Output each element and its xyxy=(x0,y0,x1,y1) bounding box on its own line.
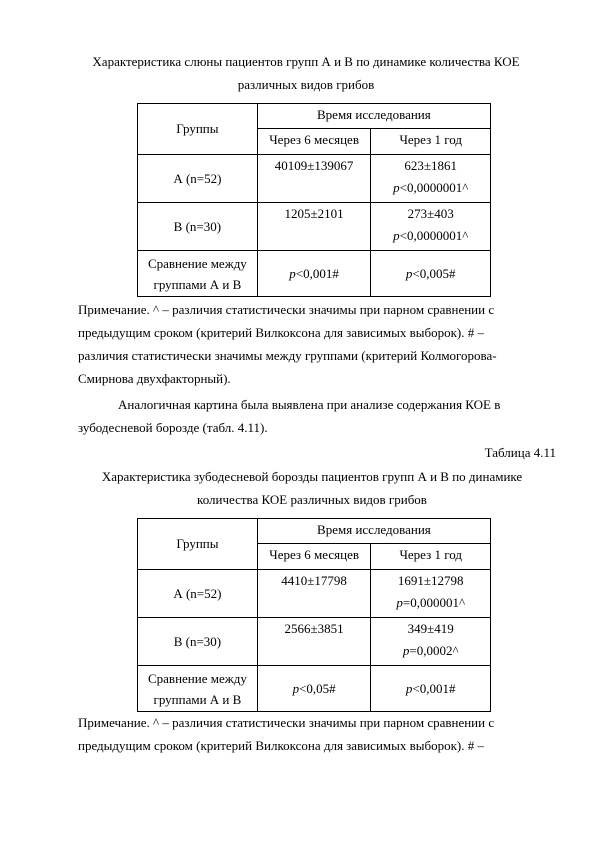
table-row xyxy=(138,666,491,712)
paragraph-line2: зубодесневой борозде (табл. 4.11). xyxy=(78,420,268,435)
table2-group-b: В (n=30) xyxy=(138,618,258,666)
table1-header-time: Время исследования xyxy=(257,104,490,129)
table2-header-groups: Группы xyxy=(138,519,258,570)
table2-caption-line1: Характеристика зубодесневой борозды пациентов групп А и В по динамике xyxy=(101,469,523,484)
table2-note xyxy=(78,711,548,757)
table1-caption-line1: Характеристика слюны пациентов групп А и В по динамике количества КОЕ xyxy=(92,54,520,69)
table2-group-a: А (n=52) xyxy=(138,570,258,618)
table2-a-1y-value: 1691±12798 xyxy=(397,573,464,588)
table1-a-1y-pvalue: p<0,0000001^ xyxy=(393,180,469,195)
table2-caption xyxy=(70,465,554,511)
table1-note xyxy=(78,298,548,390)
table1-b-1y-value: 273±403 xyxy=(407,206,454,221)
table2-compare-label: Сравнение между группами А и В xyxy=(138,666,258,712)
table1 xyxy=(137,103,491,297)
note1-line2: предыдущим сроком (критерий Вилкоксона для зависимых выборок). # – xyxy=(78,325,484,340)
table1-compare-1y: p<0,005# xyxy=(371,251,491,297)
table1-compare-label: Сравнение между группами А и В xyxy=(138,251,258,297)
table1-a-1y-value: 623±1861 xyxy=(404,158,458,173)
note1-line4: Смирнова двухфакторный). xyxy=(78,371,231,386)
table1-header-6m: Через 6 месяцев xyxy=(257,129,371,155)
table1-b-1y xyxy=(371,203,491,251)
table2-compare-1y: p<0,001# xyxy=(371,666,491,712)
table1-group-b: В (n=30) xyxy=(138,203,258,251)
table2-b-1y-pvalue: p=0,0002^ xyxy=(402,643,459,658)
table1-header-1y: Через 1 год xyxy=(371,129,491,155)
table2 xyxy=(137,518,491,712)
table2-compare-6m: p<0,05# xyxy=(257,666,371,712)
note2-line1: Примечание. ^ – различия статистически значимы при парном сравнении с xyxy=(78,715,495,730)
table2-header-6m: Через 6 месяцев xyxy=(257,544,371,570)
paragraph-line1: Аналогичная картина была выявлена при анализе содержания КОЕ в xyxy=(118,397,501,412)
table2-a-1y-pvalue: p=0,000001^ xyxy=(396,595,466,610)
table2-b-6m: 2566±3851 xyxy=(257,618,371,666)
table1-compare-6m: p<0,001# xyxy=(257,251,371,297)
table-row xyxy=(138,203,491,251)
note1-line3: различия статистически значимы между группами (критерий Колмогорова- xyxy=(78,348,497,363)
body-paragraph xyxy=(78,393,548,439)
table1-a-6m: 40109±139067 xyxy=(257,155,371,203)
table2-a-6m: 4410±17798 xyxy=(257,570,371,618)
note2-line2: предыдущим сроком (критерий Вилкоксона для зависимых выборок). # – xyxy=(78,738,484,753)
table1-b-6m: 1205±2101 xyxy=(257,203,371,251)
table2-a-1y xyxy=(371,570,491,618)
table1-b-1y-pvalue: p<0,0000001^ xyxy=(393,228,469,243)
table1-caption xyxy=(64,50,548,96)
table-number: Таблица 4.11 xyxy=(484,445,556,460)
table2-caption-line2: количества КОЕ различных видов грибов xyxy=(197,492,427,507)
table2-header-time: Время исследования xyxy=(257,519,490,544)
table2-b-1y-value: 349±419 xyxy=(407,621,454,636)
table1-header-groups: Группы xyxy=(138,104,258,155)
table-row xyxy=(138,155,491,203)
table2-b-1y xyxy=(371,618,491,666)
table-row xyxy=(138,251,491,297)
table1-a-1y xyxy=(371,155,491,203)
table2-header-1y: Через 1 год xyxy=(371,544,491,570)
table1-caption-line2: различных видов грибов xyxy=(237,77,375,92)
table-row xyxy=(138,618,491,666)
table-row xyxy=(138,570,491,618)
note1-line1: Примечание. ^ – различия статистически значимы при парном сравнении с xyxy=(78,302,495,317)
table1-group-a: А (n=52) xyxy=(138,155,258,203)
